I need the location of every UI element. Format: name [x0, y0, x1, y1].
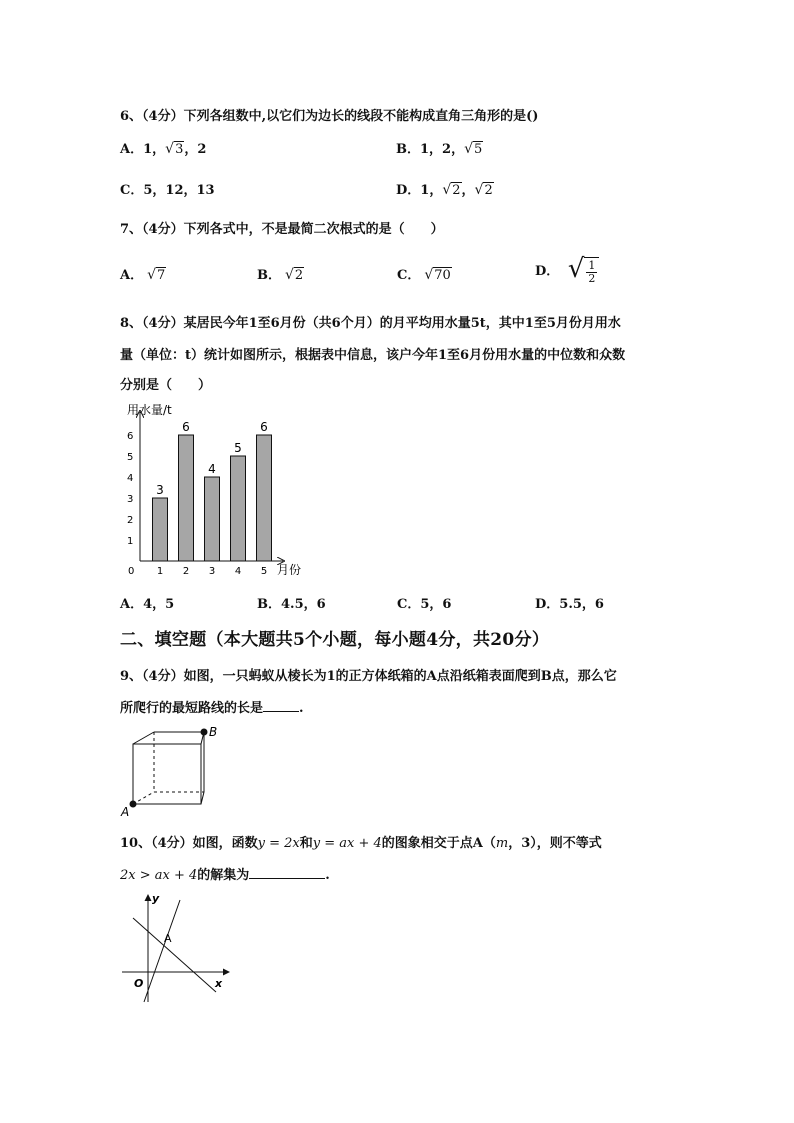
function-graph [118, 890, 238, 1008]
inequality: 2x > ax + 4 [120, 868, 198, 883]
bar-data-label: 4 [208, 462, 216, 476]
cube-edge [133, 732, 154, 744]
label-a: A [121, 805, 130, 819]
label-b: B [209, 725, 218, 739]
section-title: 二、填空题（本大题共5个小题，每小题4分，共20分） [120, 630, 550, 650]
bar [205, 477, 220, 561]
radicand: 2 [294, 268, 304, 283]
option-label: D． [535, 264, 560, 279]
q8-stem-line3: 分别是（ ） [120, 378, 212, 393]
option-label: D． [535, 597, 560, 612]
option-label: A． [120, 142, 144, 157]
bar [231, 456, 246, 561]
radicand: 3 [175, 142, 184, 157]
q8-stem-line2: 量（单位：t）统计如图所示，根据表中信息，该户今年1至6月份用水量的中位数和众数 [120, 348, 626, 363]
q7-option-c[interactable]: C． √70 [397, 267, 451, 283]
radicand: 2 [452, 183, 461, 198]
radicand: 70 [434, 268, 451, 283]
q10-stem-line2: 2x > ax + 4的解集为 . [120, 868, 330, 883]
q10-stem-line1: 10、（4分）如图，函数y = 2x和y = ax + 4的图象相交于点A（m，3），则不等式 [120, 836, 602, 851]
origin-label: 0 [128, 566, 135, 577]
option-label: B． [257, 597, 281, 612]
radicand: 7 [157, 268, 166, 283]
q9-stem-line2: 所爬行的最短路线的长是 . [120, 701, 304, 716]
option-label: A． [120, 268, 144, 283]
point-a [130, 801, 137, 808]
fraction-denominator: 2 [588, 272, 596, 285]
q6-option-b[interactable]: B．1，2，√5 [396, 141, 483, 157]
answer-blank[interactable] [263, 711, 299, 712]
y-axis-label: 用水量/t [127, 403, 172, 417]
option-label: C． [397, 597, 421, 612]
q6-option-c[interactable]: C．5，12，13 [120, 183, 215, 198]
bar-data-label: 3 [156, 483, 164, 497]
cube-hidden-edge [133, 792, 154, 804]
bar-data-label: 5 [234, 441, 242, 455]
y-tick-label: 1 [127, 536, 134, 547]
y-axis-label: y [152, 892, 160, 905]
q7-option-b[interactable]: B． √2 [257, 267, 304, 283]
bar [153, 498, 168, 561]
option-label: B． [396, 142, 420, 157]
bar-data-label: 6 [182, 420, 190, 434]
fraction-numerator: 1 [588, 259, 596, 272]
x-tick-label: 5 [260, 566, 268, 577]
y-tick-label: 3 [127, 494, 134, 505]
x-tick-label: 3 [208, 566, 216, 577]
radicand: 5 [474, 142, 483, 157]
q8-option-b[interactable]: B．4.5，6 [257, 597, 326, 612]
x-axis-label: x [215, 977, 223, 990]
origin-label: O [134, 977, 144, 990]
x-axis-label: 月份 [277, 563, 302, 577]
intersection-label: A [164, 932, 172, 945]
option-label: B． [257, 268, 281, 283]
q6-option-a[interactable]: A．1，√3，2 [120, 141, 207, 157]
y-tick-label: 2 [127, 515, 134, 526]
equation-2: y = ax + 4 [312, 836, 382, 851]
q8-option-a[interactable]: A．4，5 [120, 597, 175, 612]
radicand: 2 [484, 183, 493, 198]
bar [179, 435, 194, 561]
q8-option-d[interactable]: D．5.5，6 [535, 597, 604, 612]
water-usage-bar-chart [115, 400, 315, 582]
y-tick-label: 5 [127, 452, 134, 463]
q6-option-d[interactable]: D．1，√2，√2 [396, 182, 493, 198]
cube-front-face [133, 744, 201, 804]
q9-stem-line1: 9、（4分）如图，一只蚂蚁从棱长为1的正方体纸箱的A点沿纸箱表面爬到B点，那么它 [120, 669, 617, 684]
option-label: C． [120, 183, 144, 198]
x-tick-label: 4 [234, 566, 242, 577]
x-tick-label: 1 [156, 566, 164, 577]
q7-option-a[interactable]: A． √7 [120, 267, 166, 283]
line-y-2x [144, 900, 180, 1002]
answer-blank[interactable] [249, 878, 325, 879]
y-tick-label: 4 [127, 473, 134, 484]
q8-option-c[interactable]: C．5，6 [397, 597, 452, 612]
x-tick-label: 2 [182, 566, 190, 577]
bar-data-label: 6 [260, 420, 268, 434]
q7-stem: 7、（4分）下列各式中，不是最简二次根式的是（ ） [120, 222, 444, 237]
line-y-ax-4 [133, 918, 216, 992]
q7-option-d[interactable]: D． √ $\frac{1}{2}$ [535, 254, 599, 285]
point-b [201, 729, 208, 736]
y-tick-label: 6 [127, 431, 134, 442]
equation-1: y = 2x [257, 836, 300, 851]
option-label: C． [397, 268, 421, 283]
option-label: A． [120, 597, 144, 612]
q8-stem-line1: 8、（4分）某居民今年1至6月份（共6个月）的月平均用水量5t，其中1至5月份月用水 [120, 316, 621, 331]
q6-stem: 6、（4分）下列各组数中,以它们为边长的线段不能构成直角三角形的是() [120, 109, 539, 124]
bar [257, 435, 272, 561]
cube-diagram [118, 722, 228, 820]
option-label: D． [396, 183, 421, 198]
